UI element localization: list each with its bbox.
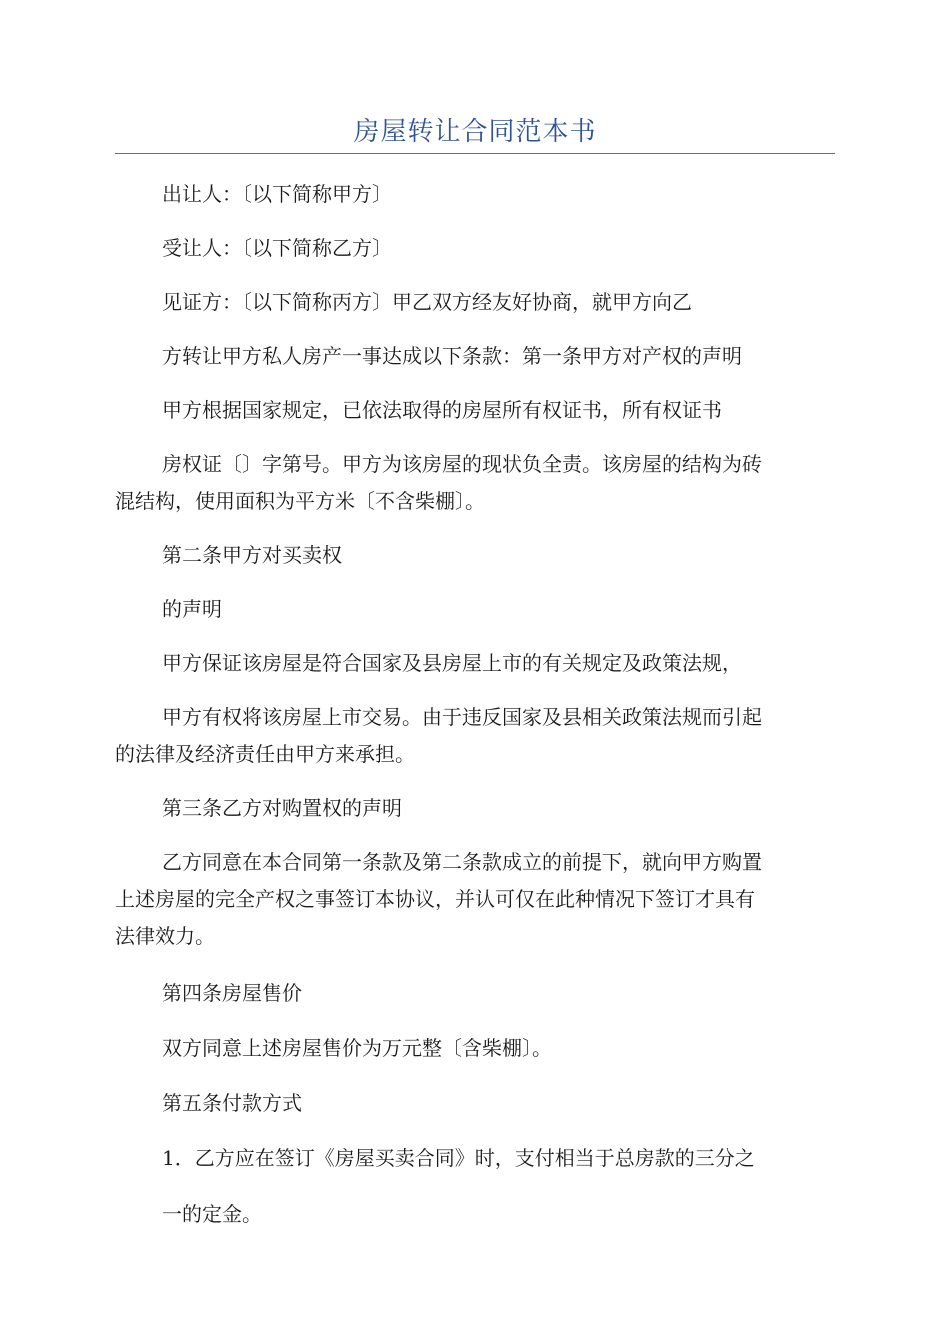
paragraph-line: 第四条房屋售价 xyxy=(162,981,302,1005)
paragraph-witness xyxy=(115,284,835,321)
paragraph-property-structure xyxy=(115,446,835,520)
paragraph-line: 第三条乙方对购置权的声明 xyxy=(162,796,402,820)
paragraph-clause-3-heading xyxy=(115,790,835,827)
title-underline xyxy=(115,153,835,154)
paragraph-payment-1-cont xyxy=(115,1196,835,1233)
document-title: 房屋转让合同范本书 xyxy=(353,117,597,147)
paragraph-line: 一的定金。 xyxy=(162,1202,262,1226)
paragraph-payment-1 xyxy=(115,1140,835,1177)
paragraph-line: 出让人：〔以下简称甲方〕 xyxy=(162,182,392,206)
paragraph-clause-2-heading-cont xyxy=(115,591,835,628)
paragraph-line: 的法律及经济责任由甲方来承担。 xyxy=(115,742,415,766)
paragraph-line: 混结构，使用面积为平方米〔不含柴棚〕。 xyxy=(115,489,485,513)
paragraph-line: 甲方根据国家规定，已依法取得的房屋所有权证书，所有权证书 xyxy=(162,398,722,422)
paragraph-line: 双方同意上述房屋售价为万元整〔含柴棚〕。 xyxy=(162,1036,552,1060)
paragraph-clause-4-heading xyxy=(115,975,835,1012)
paragraph-line: 第二条甲方对买卖权 xyxy=(162,543,342,567)
paragraph-liability xyxy=(115,699,835,773)
paragraph-guarantee xyxy=(115,645,835,682)
paragraph-certificate xyxy=(115,392,835,429)
paragraph-line: 见证方：〔以下简称丙方〕甲乙双方经友好协商，就甲方向乙 xyxy=(162,290,692,314)
paragraph-clause-5-heading xyxy=(115,1085,835,1122)
paragraph-purchase-consent xyxy=(115,844,835,955)
paragraph-line: 房权证〔〕字第号。甲方为该房屋的现状负全责。该房屋的结构为砖 xyxy=(162,452,762,476)
paragraph-transferee xyxy=(115,230,835,267)
paragraph-clause-2-heading xyxy=(115,537,835,574)
paragraph-line: 受让人：〔以下简称乙方〕 xyxy=(162,236,392,260)
paragraph-line: 法律效力。 xyxy=(115,924,215,948)
paragraph-line: 第五条付款方式 xyxy=(162,1091,302,1115)
paragraph-line: 上述房屋的完全产权之事签订本协议，并认可仅在此种情况下签订才具有 xyxy=(115,887,755,911)
paragraph-line: 的声明 xyxy=(162,597,222,621)
paragraph-clause-1-heading xyxy=(115,338,835,375)
paragraph-line: 甲方有权将该房屋上市交易。由于违反国家及县相关政策法规而引起 xyxy=(162,705,762,729)
paragraph-line: 甲方保证该房屋是符合国家及县房屋上市的有关规定及政策法规， xyxy=(162,651,742,675)
paragraph-line: 乙方同意在本合同第一条款及第二条款成立的前提下，就向甲方购置 xyxy=(162,850,762,874)
paragraph-line: 1．乙方应在签订《房屋买卖合同》时，支付相当于总房款的三分之 xyxy=(162,1146,755,1170)
paragraph-line: 方转让甲方私人房产一事达成以下条款：第一条甲方对产权的声明 xyxy=(162,344,742,368)
paragraph-transferor xyxy=(115,176,835,213)
paragraph-price xyxy=(115,1030,835,1067)
